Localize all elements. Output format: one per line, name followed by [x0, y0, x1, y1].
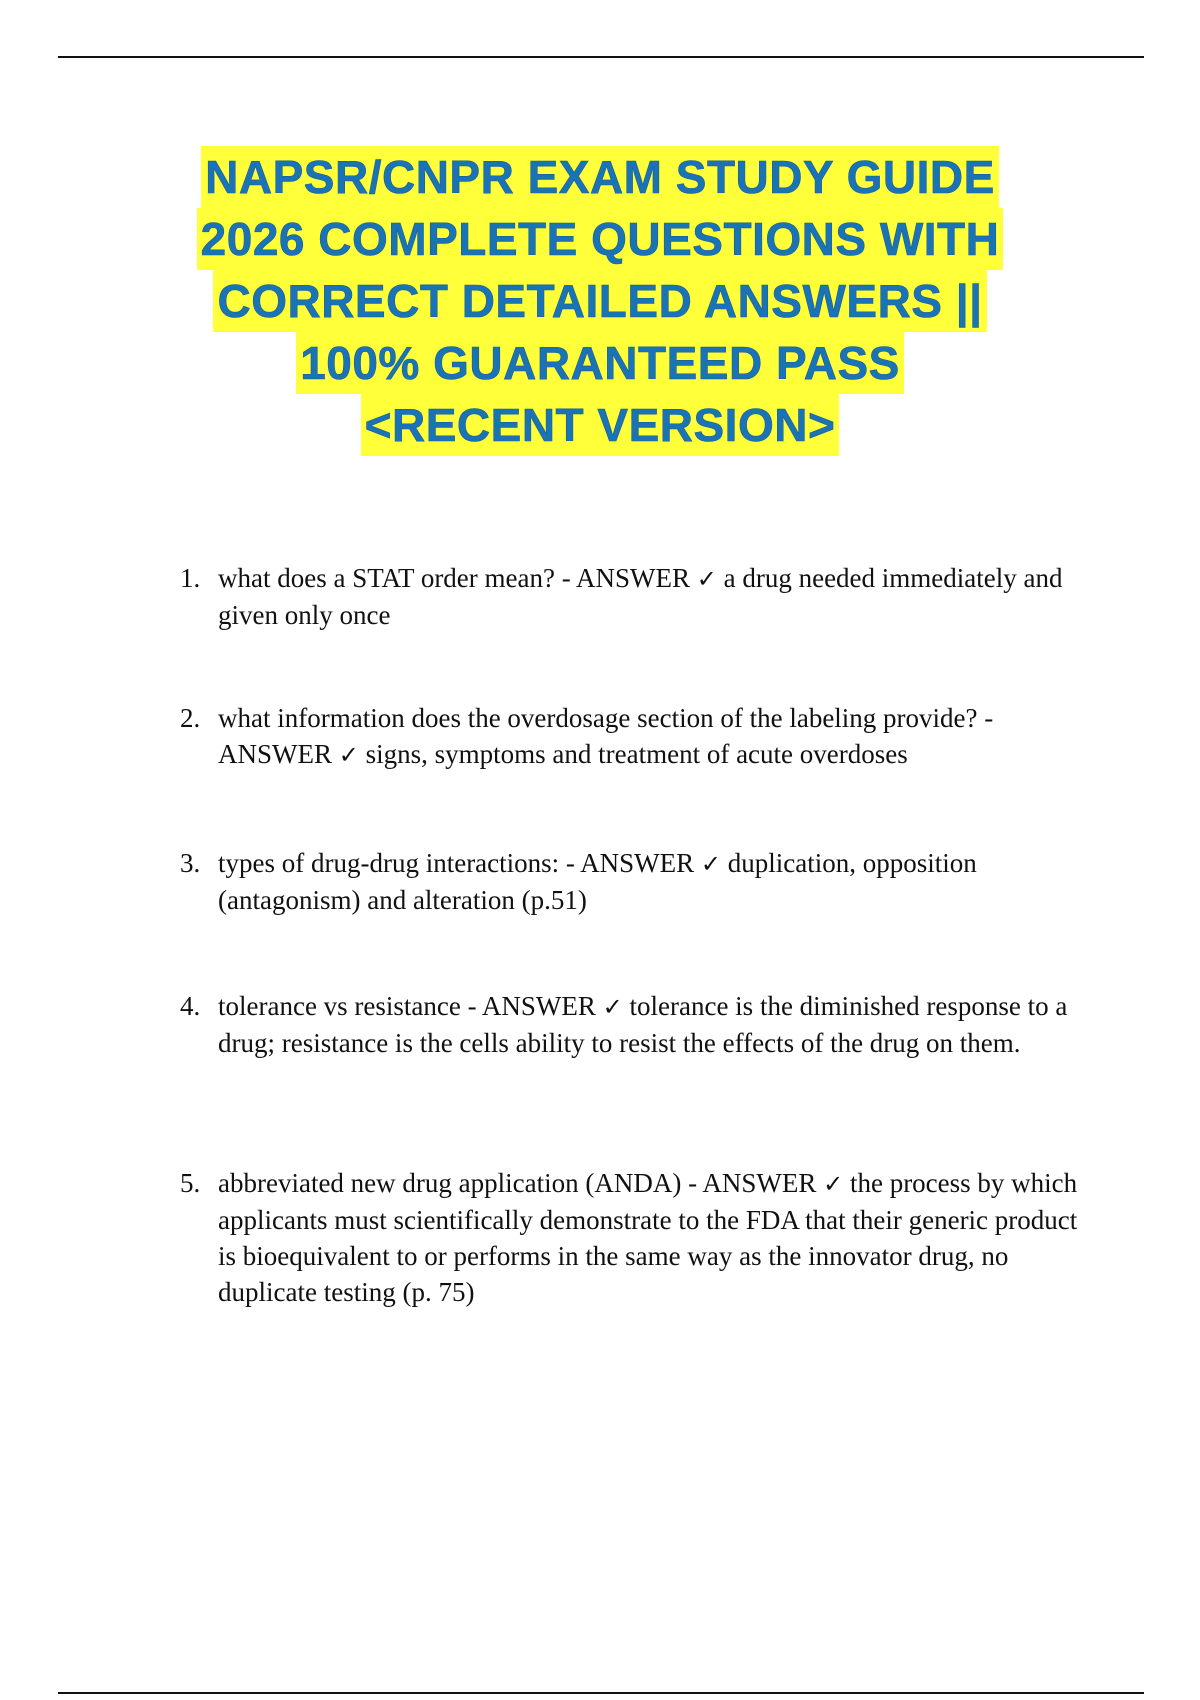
title-line-5: <RECENT VERSION>: [120, 394, 1080, 456]
answer-text: a drug needed immediately and given only once: [218, 563, 1063, 630]
answer-label: - ANSWER: [561, 563, 690, 593]
qa-item-2: [180, 700, 1080, 773]
question-text: types of drug-drug interactions:: [218, 848, 560, 878]
title-line-1: NAPSR/CNPR EXAM STUDY GUIDE: [120, 146, 1080, 208]
qa-item-1: [180, 560, 1080, 633]
qa-item-3: [180, 845, 1080, 918]
check-icon: ✓: [823, 1170, 844, 1198]
title-line-3: CORRECT DETAILED ANSWERS ||: [120, 270, 1080, 332]
answer-text: signs, symptoms and treatment of acute overdoses: [365, 739, 908, 769]
question-text: what does a STAT order mean?: [218, 563, 555, 593]
check-icon: ✓: [338, 741, 359, 769]
item-text: [218, 560, 1080, 633]
item-number: 2.: [180, 703, 201, 733]
answer-label: - ANSWER: [218, 703, 994, 769]
answer-label: - ANSWER: [467, 991, 596, 1021]
check-icon: ✓: [696, 565, 717, 593]
answer-label: - ANSWER: [688, 1168, 817, 1198]
document-title: [120, 146, 1080, 456]
item-number: 1.: [180, 563, 201, 593]
check-icon: ✓: [602, 993, 623, 1021]
check-icon: ✓: [700, 850, 722, 878]
question-text: tolerance vs resistance: [218, 991, 461, 1021]
qa-item-4: [180, 988, 1080, 1061]
item-number: 5.: [180, 1168, 201, 1198]
top-rule: [58, 56, 1144, 58]
answer-label: - ANSWER: [565, 848, 695, 878]
item-text: [218, 845, 1080, 918]
answer-text: tolerance is the diminished response to a drug; resistance is the cells ability to resist the effects of the drug on them.: [218, 991, 1068, 1058]
answer-text: the process by which applicants must scientifically demonstrate to the FDA that their generic product is bioequivalent to or performs in the same way as the innovator drug, no duplicate testing (p. 75): [218, 1168, 1078, 1307]
qa-item-5: [180, 1165, 1080, 1310]
item-number: 4.: [180, 991, 201, 1021]
question-text: what information does the overdosage section of the labeling provide?: [218, 703, 978, 733]
item-text: [218, 700, 1080, 773]
item-number: 3.: [180, 848, 201, 878]
answer-text: duplication, opposition (antagonism) and alteration (p.51): [218, 848, 977, 915]
question-text: abbreviated new drug application (ANDA): [218, 1168, 682, 1198]
item-text: [218, 988, 1080, 1061]
title-line-4: 100% GUARANTEED PASS: [120, 332, 1080, 394]
title-line-2: 2026 COMPLETE QUESTIONS WITH: [120, 208, 1080, 270]
item-text: [218, 1165, 1080, 1310]
bottom-rule: [58, 1692, 1144, 1694]
